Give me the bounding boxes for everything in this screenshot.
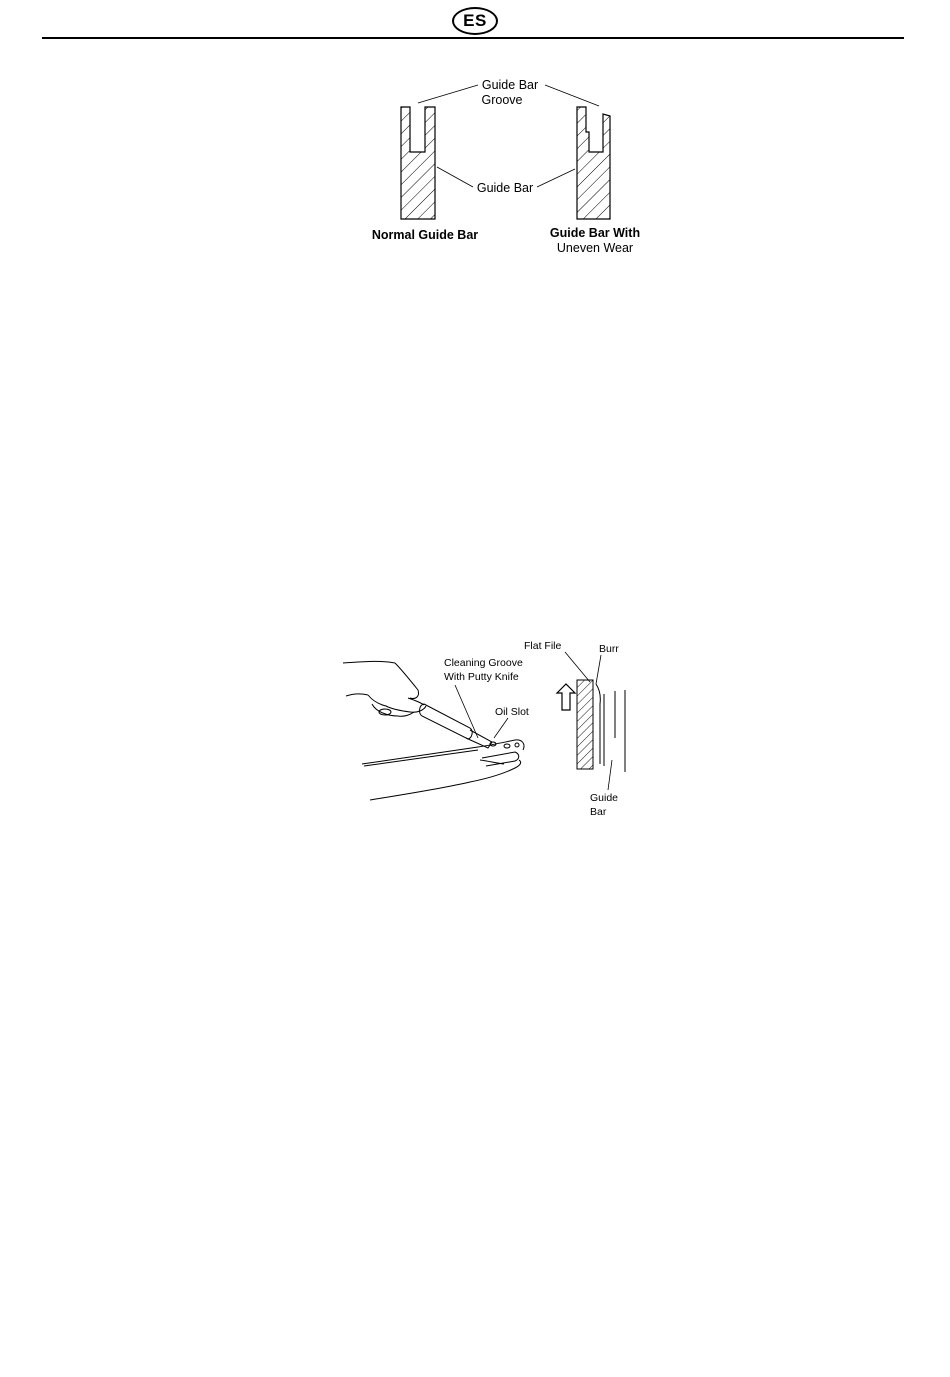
uneven-wear-caption-line1: Guide Bar With (549, 226, 641, 240)
uneven-wear-caption-line2: Uneven Wear (556, 241, 634, 255)
language-badge-text: ES (463, 11, 487, 30)
cleaning-groove-label-line2: With Putty Knife (444, 671, 519, 683)
guide-bar-label-line1: Guide (590, 792, 619, 804)
flat-file-drawing (577, 680, 593, 769)
guide-bar-label-line2: Bar (590, 806, 607, 818)
cleaning-groove-label-line1: Cleaning Groove (444, 657, 523, 669)
guide-bar-perspective-drawing (362, 740, 524, 800)
normal-guide-bar-caption: Normal Guide Bar (371, 228, 479, 242)
oil-slot-label: Oil Slot (495, 706, 529, 718)
up-arrow-icon (557, 684, 575, 710)
guide-bar-groove-label-line2: Groove (481, 93, 523, 107)
flat-file-label: Flat File (524, 640, 562, 652)
guide-bar-label: Guide Bar (476, 181, 534, 195)
guide-bar-section-drawing (596, 684, 625, 772)
burr-label: Burr (599, 643, 619, 655)
guide-bar-groove-label-line1: Guide Bar (481, 78, 539, 92)
